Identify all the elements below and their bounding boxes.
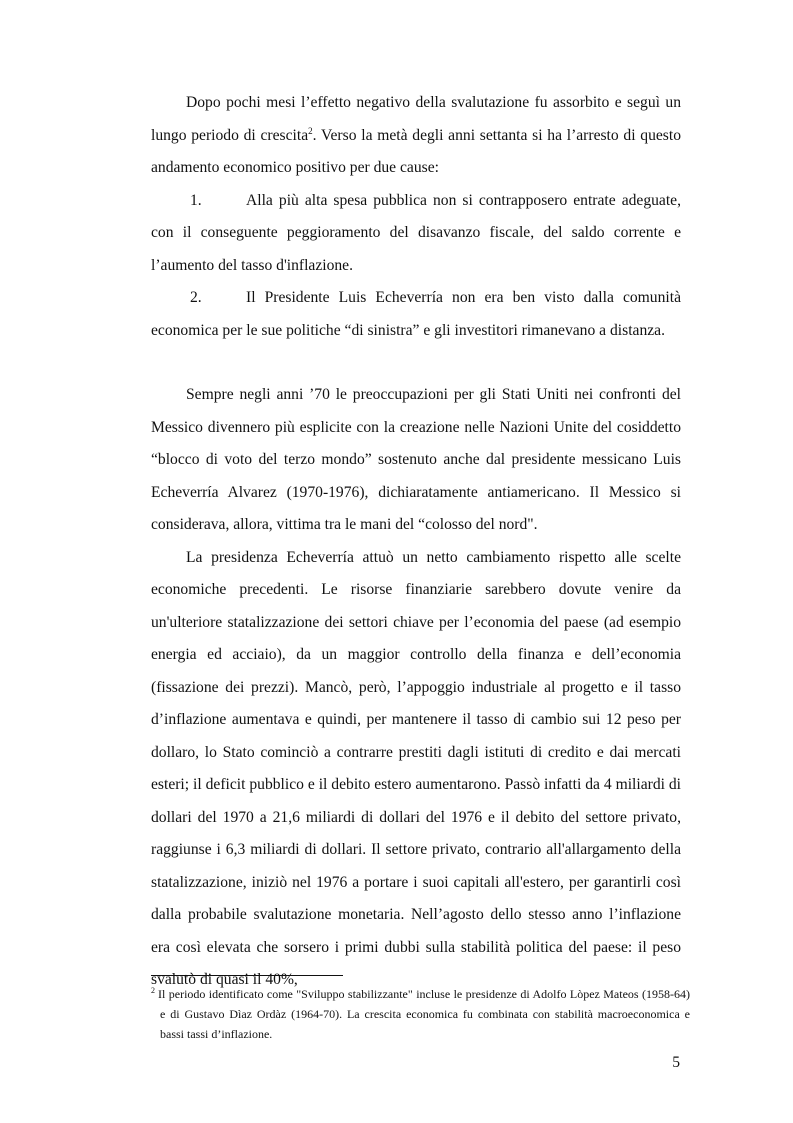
paragraph-us-mexico: Sempre negli anni ’70 le preoccupazioni per gli Stati Uniti nei confronti del Messico divennero più esplicite con la creazione nelle Nazioni Unite del cosiddetto “blocco di voto del terzo mondo” sostenuto anche dal presidente messicano Luis Echeverría Alvarez (1970-1976), dichiaratamente antiamericano. Il Messico si considerava, allora, vittima tra le mani del “colosso del nord".: [151, 386, 681, 533]
list-item: [151, 282, 681, 347]
footnote-text: Il periodo identificato come "Sviluppo stabilizzante" incluse le presidenze di Adolfo Lòpez Mateos (1958-64) e di Gustavo Dìaz Ordàz (1964-70). La crescita economica fu combinata con stabilità macroeconomica e bassi tassi d’inflazione.: [158, 987, 690, 1041]
paragraph-intro-text-after: . Verso la metà degli anni settanta si ha l’arresto di questo andamento economico positivo per due cause:: [151, 126, 682, 176]
list-item-number: 2.: [190, 289, 202, 306]
paragraph-intro-text-before: Dopo pochi mesi l’effetto negativo della svalutazione fu assorbito e seguì un lungo periodo di crescita: [151, 94, 681, 144]
list-item-text: Alla più alta spesa pubblica non si contrapposero entrate adeguate, con il conseguente peggioramento del disavanzo fiscale, del saldo corrente e l’aumento del tasso d'inflazione.: [151, 191, 681, 274]
footnote-reference[interactable]: 2: [308, 125, 313, 136]
page-number: 5: [672, 1054, 680, 1071]
list-item-text: Il Presidente Luis Echeverría non era ben visto dalla comunità economica per le sue politiche “di sinistra” e gli investitori rimanevano a distanza.: [151, 289, 681, 339]
footnote: [151, 984, 690, 1044]
paragraph-intro: [151, 87, 681, 185]
list-item: [151, 185, 681, 283]
main-text: [151, 87, 681, 997]
paragraph-echeverria-presidency: La presidenza Echeverría attuò un netto cambiamento rispetto alle scelte economiche precedenti. Le risorse finanziarie sarebbero dovute venire da un'ulteriore statalizzazione dei settori chiave per l’economia del paese (ad esempio energia ed acciaio), da un maggior controllo della finanza e dell’economia (fissazione dei prezzi). Mancò, però, l’appoggio industriale al progetto e il tasso d’inflazione aumentava e quindi, per mantenere il tasso di cambio sui 12 peso per dollaro, lo Stato cominciò a contrarre prestiti dagli istituti di credito e dai mercati esteri; il deficit pubblico e il debito estero aumentarono. Passò infatti da 4 miliardi di dollari del 1970 a 21,6 miliardi di dollari del 1976 e il debito del settore privato, raggiunse i 6,3 miliardi di dollari. Il settore privato, contrario all'allargamento della statalizzazione, iniziò nel 1976 a portare i suoi capitali all'estero, per garantirli così dalla probabile svalutazione monetaria. Nell’agosto dello stesso anno l’inflazione era così elevata che sorsero i primi dubbi sulla stabilità politica del paese: il peso svalutò di quasi il 40%,: [151, 548, 681, 988]
footnote-divider: [151, 975, 343, 976]
footnote-marker: 2: [151, 986, 155, 995]
paragraph-gap: [151, 347, 681, 379]
list-item-number: 1.: [190, 191, 202, 209]
